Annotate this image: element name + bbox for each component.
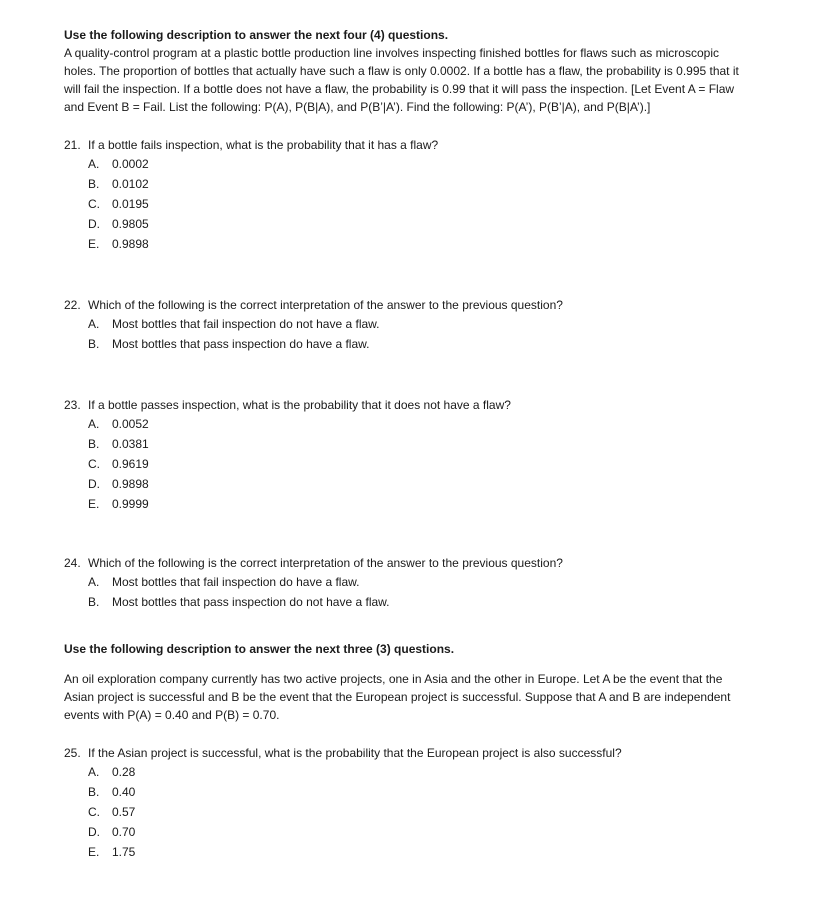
- option-d: D. 0.9805: [88, 217, 149, 231]
- section2-heading: Use the following description to answer the next three (3) questions.: [64, 642, 455, 656]
- section1-description: A quality-control program at a plastic bottle production line involves inspecting finished bottles for flaws such as microscopic holes. The proportion of bottles that actually have such a flaw is only 0.0002. If a bottle has a flaw, the probability is 0.995 that it will fail the inspection. If a bottle does not have a flaw, the probability is 0.99 that it will pass the inspection. [Let Event A = Flaw and Event B = Fail. List the following: P(A), P(B|A), and P(B’|A’). Find the following: P(A’), P(B’|A), and P(B|A’).]: [64, 46, 739, 114]
- question-text: If the Asian project is successful, what is the probability that the European project is also successful?: [88, 746, 622, 760]
- question-stem: [64, 136, 754, 154]
- option-b: B. 0.0102: [88, 177, 149, 191]
- option-a: A. Most bottles that fail inspection do not have a flaw.: [88, 317, 380, 331]
- option-d: D. 0.9898: [88, 477, 149, 491]
- question-stem: [64, 744, 754, 762]
- section1-heading: Use the following description to answer the next four (4) questions.: [64, 28, 449, 42]
- question-stem: [64, 296, 754, 314]
- option-a: A. 0.28: [88, 765, 136, 779]
- question-24: [64, 554, 754, 612]
- option-list: [64, 154, 754, 254]
- option-a: A. 0.0002: [88, 157, 149, 171]
- option-c: C. 0.0195: [88, 197, 149, 211]
- document-page: [64, 26, 754, 862]
- question-stem: [64, 396, 754, 414]
- option-a: A. Most bottles that fail inspection do have a flaw.: [88, 575, 360, 589]
- question-text: If a bottle passes inspection, what is the probability that it does not have a flaw?: [88, 398, 511, 412]
- option-a: A. 0.0052: [88, 417, 149, 431]
- option-b: B. Most bottles that pass inspection do not have a flaw.: [88, 595, 390, 609]
- question-25: [64, 744, 754, 862]
- question-text: Which of the following is the correct interpretation of the answer to the previous question?: [88, 556, 563, 570]
- question-number: 23.: [64, 398, 81, 412]
- option-list: [64, 314, 754, 354]
- question-number: 22.: [64, 298, 81, 312]
- option-list: [64, 572, 754, 612]
- question-number: 25.: [64, 746, 81, 760]
- option-b: B. 0.40: [88, 785, 136, 799]
- option-b: B. 0.0381: [88, 437, 149, 451]
- question-22: [64, 296, 754, 354]
- option-e: E. 0.9898: [88, 237, 149, 251]
- option-list: [64, 414, 754, 514]
- option-c: C. 0.57: [88, 805, 136, 819]
- section2-description: An oil exploration company currently has two active projects, one in Asia and the other in Europe. Let A be the event that the Asian project is successful and B be the event that the European project is successful. Suppose that A and B are independent events with P(A) = 0.40 and P(B) = 0.70.: [64, 672, 731, 722]
- option-d: D. 0.70: [88, 825, 136, 839]
- option-e: E. 1.75: [88, 845, 136, 859]
- question-number: 21.: [64, 138, 81, 152]
- question-stem: [64, 554, 754, 572]
- option-b: B. Most bottles that pass inspection do have a flaw.: [88, 337, 370, 351]
- question-text: Which of the following is the correct interpretation of the answer to the previous question?: [88, 298, 563, 312]
- option-e: E. 0.9999: [88, 497, 149, 511]
- question-number: 24.: [64, 556, 81, 570]
- question-21: [64, 136, 754, 254]
- option-c: C. 0.9619: [88, 457, 149, 471]
- question-23: [64, 396, 754, 514]
- question-text: If a bottle fails inspection, what is the probability that it has a flaw?: [88, 138, 439, 152]
- option-list: [64, 762, 754, 862]
